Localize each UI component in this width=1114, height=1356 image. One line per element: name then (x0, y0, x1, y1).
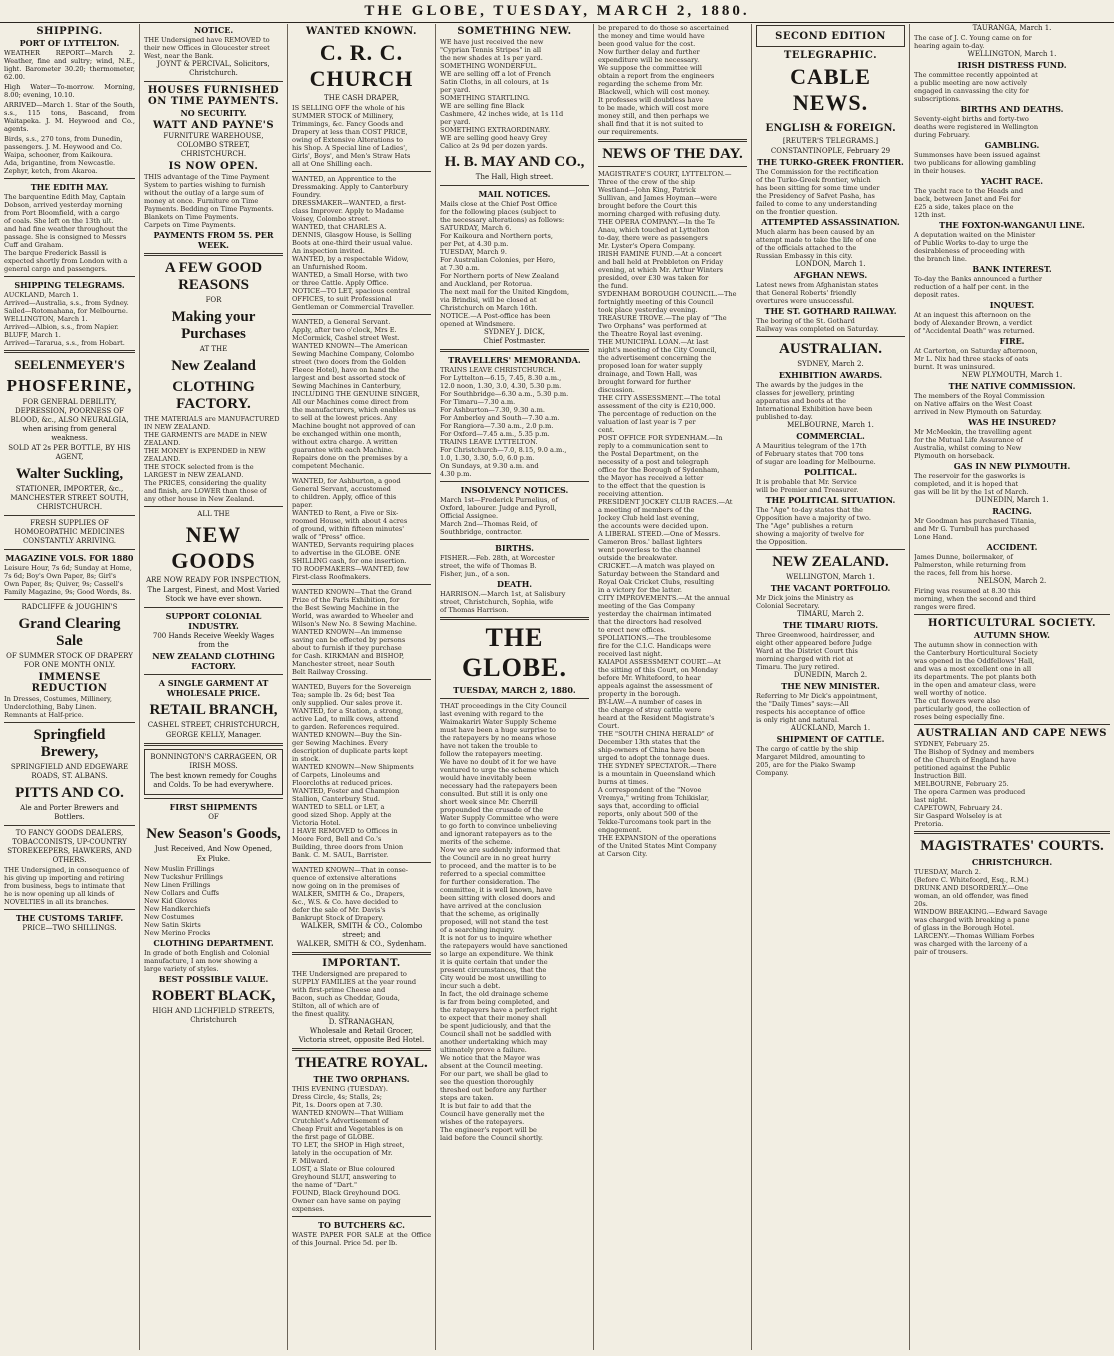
body-text: The case of J. C. Young came on for hearing again to-day. (914, 34, 1032, 50)
all-the: ALL THE (197, 510, 230, 518)
body-text: Firing was resumed at 8.30 this morning, when the second and third ranges were fired. (914, 587, 1036, 611)
body-text: James Dunne, boilermaker, of Palmerston, while returning from the races, fell from his horse. (914, 553, 1026, 577)
shipping-heading: SHIPPING. (36, 26, 103, 37)
body-text: A deputation waited on the Minister of Public Works to-day to urge the desirableness of proceeding with the branch line. (914, 231, 1036, 263)
body-text: Referring to Mr Dick's appointment, the "Daily Times" says:—All respects his acceptance of office is only right and natural. (756, 692, 878, 724)
masthead-title: THE GLOBE, TUESDAY, MARCH 2, 1880. (364, 3, 750, 19)
body-text: In Dresses, Costumes, Millinery, Underclothing, Baby Linen. Remnants at Half-price. (4, 695, 112, 719)
best-value: BEST POSSIBLE VALUE. (158, 974, 269, 984)
magazine-heading: MAGAZINE VOLS. FOR 1880 (5, 553, 134, 563)
springfield-sub: SPRINGFIELD AND EDGEWARE ROADS, ST. ALBANS. (10, 763, 129, 780)
body-text: The reservoir for the gasworks is completed, and it is hoped that gas will be lit by the 1st of March. (914, 472, 1029, 496)
body-text: To-day the Banks announced a further reduction of a half per cent. in the deposit rates. (914, 275, 1043, 299)
body-text: Much alarm has been caused by an attempt made to take the life of one of the officials attached to the Russian Embassy in this city. (756, 228, 877, 260)
clothing-factory: CLOTHING FACTORY. (172, 379, 255, 412)
australian-heading: AUSTRALIAN. (779, 341, 882, 357)
body-text: Seventy-eight births and forty-two deaths were registered in Wellington during February. (914, 115, 1039, 139)
joynt-percival: JOYNT & PERCIVAL, Solicitors, Christchurch. (157, 60, 270, 77)
telegrams-heading: SHIPPING TELEGRAMS. (14, 280, 125, 290)
column-4 (436, 24, 594, 1350)
auckland-dateline: AUCKLAND, March 1. (790, 724, 871, 732)
body-text: Latest news from Afghanistan states that General Roberts' friendly overtures were unsuccessful. (756, 281, 879, 305)
body-text: The members of the Royal Commission on Native affairs on the West Coast arrived in New Plymouth on Saturday. (914, 392, 1045, 416)
timaru-dateline: TIMARU, March 2. (797, 610, 864, 618)
just-received: Just Received, And Now Opened, (154, 845, 273, 853)
second-edition: SECOND EDITION (775, 31, 886, 42)
body-text: WANTED, a General Servant. Apply, after two o'clock, Mrs E. McCormick, Cashel street West. WANTED KNOWN—The American Sewing Machine Company, Colombo street (two doors from the Golden Fleece Hotel), have on hand the largest and best assorted stock of Sewing Machines in Canterbury, INCLUDING THE GENUINE SINGER, All our Machines come direct from the manufacturers, which enables us to sell at the lowest prices. Any Machine bought not approved of can be exchanged within one month, without extra charge. A written guarantee with each Machine. Repairs done on the premises by a competent Mechanic. (292, 318, 420, 470)
edith-heading: THE EDITH MAY. (30, 182, 109, 192)
news-of-day: NEWS OF THE DAY. (602, 146, 743, 162)
clearing-sub: OF SUMMER STOCK OF DRAPERY FOR ONE MONTH ONLY. (6, 652, 133, 669)
turko-greek: THE TURKO-GREEK FRONTIER. (757, 157, 904, 167)
column-2 (140, 24, 288, 1350)
births-heading: BIRTHS. (495, 543, 534, 553)
high-water: High Water—To-morrow. Morning, 8.00; evening, 10.10. (4, 83, 135, 99)
radcliffe-heading: RADCLIFFE & JOUGHIN'S (21, 603, 118, 611)
port-heading: PORT OF LYTTELTON. (19, 38, 120, 48)
vacant-portfolio: THE VACANT PORTFOLIO. (770, 583, 891, 593)
body-text: Mr Goodman has purchased Titania, and Mr G. Turnbull has purchased Lone Hand. (914, 517, 1037, 541)
death-heading: DEATH. (496, 579, 533, 589)
travellers-heading: TRAVELLERS' MEMORANDA. (448, 355, 581, 365)
body-text: The autumn show in connection with the Canterbury Horticultural Society was opened in the Oddfellows' Hall, and was a most excellent one in all its departments. The pot plants both in the open and amateur class, were well worthy of notice. The cut flowers were also particularly good, the collection of roses being especially fine. (914, 641, 1038, 721)
the-globe-title: THE GLOBE. (462, 623, 567, 682)
new-season-goods: New Season's Goods, (146, 826, 281, 842)
body-text: WANTED, Buyers for the Sovereign Tea; sample lb. 2s 6d; best Tea only supplied. Our sales prove it. WANTED, for a Station, a strong, active Lad, to milk cows, attend to garden. References required. WANTED KNOWN—Buy the Sin- ger Sewing Machines. Every description of duplicate parts kept in stock. WANTED KNOWN—New Shipments of Carpets, Linoleums and Floorcloths at reduced prices. WANTED, Foster and Champion Stallion, Canterbury Stud. WANTED to SELL or LET, a good sized Shop. Apply at the Victoria Hotel. I HAVE REMOVED to Offices in Moore Ford, Bell and Co.'s Building, three doors from Union Bank. C. M. SAUL, Barrister. (292, 683, 414, 859)
clothing-dept: CLOTHING DEPARTMENT. (153, 938, 274, 948)
body-text: IS SELLING OFF the whole of his SUMMER STOCK of Millinery, Trimmings, &c. Fancy Goods and Drapery at less than COST PRICE, owing of Extensive Alterations to his Shop. A Special line of Ladies', Girls', Boys', and Men's Straw Hats all at One Shilling each. (292, 104, 411, 168)
column-3 (288, 24, 436, 1350)
body-text: New Muslin Frillings New Tuckshur Frillings New Linen Frillings New Collars and Cuffs New Kid Gloves New Handkerchiefs New Costumes New Satin Skirts New Merino Frocks (144, 865, 223, 937)
cash-draper: THE CASH DRAPER, (324, 94, 399, 102)
customs-heading: THE CUSTOMS TARIFF. (15, 913, 124, 923)
two-orphans: THE TWO ORPHANS. (313, 1074, 410, 1084)
gambling: GAMBLING. (984, 140, 1040, 150)
body-text: WANTED KNOWN—That the Grand Prize of the Paris Exhibition, for the Best Sewing Machine in the World, was awarded to Wheeler and Wilson's New No. 8 Sewing Machine. WANTED KNOWN—An immense saving can be effected by persons about to furnish if they purchase for Cash. KIRKMAN and BISHOP, Manchester street, near South Belt Railway Crossing. (292, 588, 418, 676)
weather-report: WEATHER REPORT—March 2. Weather, fine and sultry; wind, N.E., light. Barometer 30.20; thermometer, 62.00. (4, 49, 135, 81)
homoeopathic-notice: FRESH SUPPLIES OF HOMOEOPATHIC MEDICINES CONSTANTLY ARRIVING. (14, 519, 125, 545)
body-text: Leisure Hour, 7s 6d; Sunday at Home, 7s 6d; Boy's Own Paper, 8s; Girl's Own Paper, 8s; Quiver, 9s; Cassell's Family Magazine, 9s; Good Words, 8s. (4, 564, 132, 596)
waste-paper: WASTE PAPER FOR SALE at the Office of this Journal. Price 5d. per lb. (292, 1231, 431, 1247)
phosferine-title: PHOSFERINE, (6, 376, 133, 395)
constantinople-dateline: CONSTANTINOPLE, February 29 (770, 147, 891, 155)
body-text: TUESDAY, March 2. (Before C. Whitefoord, Esq., R.M.) DRUNK AND DISORDERLY.—One woman, an old offender, was fined 20s. WINDOW BREAKING.—Edward Savage was charged with breaking a pane of glass in the Borough Hotel. LARCENY.—Thomas William Forbes was charged with the larceny of a pair of trousers. (914, 868, 1048, 956)
wanted-known: WANTED KNOWN. (306, 26, 417, 37)
now-open: IS NOW OPEN. (168, 161, 259, 172)
bonnington-sub: The best known remedy for Coughs and Colds. To be had everywhere. (150, 772, 277, 789)
commercial: COMMERCIAL. (796, 431, 865, 441)
houses-heading: HOUSES FURNISHED ON TIME PAYMENTS. (147, 85, 280, 107)
theatre-royal: THEATRE ROYAL. (295, 1055, 428, 1071)
political: POLITICAL. (803, 467, 858, 477)
body-text: It is probable that Mr. Service will be Premier and Treasurer. (756, 478, 859, 494)
body-text: THIS advantage of the Time Payment System to parties wishing to furnish without the outlay of a large sum of money at once. Furniture on Time Payments. Bedding on Time Payments. Blankets on Time Payments. Carpets on Time Payments. (144, 173, 274, 229)
body-text: FISHER.—Feb. 28th, at Worcester street, the wife of Thomas B. Fisher, jun., of a son. (440, 554, 555, 578)
births-deaths: BIRTHS AND DEATHS. (960, 104, 1064, 114)
was-he-insured: WAS HE INSURED? (968, 417, 1056, 427)
assassination: ATTEMPTED ASSASSINATION. (761, 217, 900, 227)
body-text: Mr Dick joins the Ministry as Colonial Secretary. (756, 594, 854, 610)
pitts-sub: Ale and Porter Brewers and Bottlers. (20, 804, 119, 821)
for-word: FOR (205, 296, 222, 304)
hb-may-sub: The Hall, High street. (475, 173, 554, 181)
column-1 (0, 24, 140, 1350)
robert-black: ROBERT BLACK, (151, 988, 276, 1004)
body-text: SYDNEY, February 25. The Bishop of Sydney and members of the Church of England have petitioned against the Public Instruction Bill. MELBOURNE, February 25. The opera Carmen was produced last night. CAPETOWN, February 24. Sir Gaspard Wolseley is at Pretoria. (914, 740, 1035, 828)
telegraphic: TELEGRAPHIC. (783, 50, 878, 61)
single-garment: A SINGLE GARMENT AT WHOLESALE PRICE. (158, 678, 269, 698)
phosferine-body: FOR GENERAL DEBILITY, DEPRESSION, POORNESS OF BLOOD, &c., ALSO NEURALGIA, when arising from general weakness. (10, 398, 129, 442)
clearing-sale: Grand Clearing Sale (18, 616, 121, 649)
fire: FIRE. (999, 336, 1025, 346)
body-text: THAT proceedings in the City Council last evening with regard to the Waimakariri Water Supply Scheme must have been a huge surprise to the ratepayers by no means whose have not taken the trouble to follow the ratepayers meeting. We have no doubt of it for we have ventured to urge the scheme which would have inevitably been necessary had the ratepayers been consulted. But still it is only one short week since Mr. Cherrill propounded the crusade of the Water Supply Committee who were to go forth to convince unbelieving and ignorant ratepayers as to the merits of the scheme. Now we are suddenly informed that the Council are in no great hurry to proceed, and the matter is to be referred to a special committee for further consideration. The committee, it is well known, have been sitting with closed doors and have arrived at the conclusion that the scheme, as originally proposed, will not stand the test of a searching inquiry. It is not for us to inquire whether the ratepayers would have sanctioned so large an expenditure. We think it is quite certain that under the present circumstances, that the City would be most unwilling to incur such a debt. In fact, the old drainage scheme is far from being completed, and the ratepayers have a perfect right to expect that their money shall be spent judiciously, and that the Council shall not be saddled with another undertaking which may ultimately prove a failure. We notice that the Mayor was absent at the Council meeting. For our part, we shall be glad to see the question thoroughly threshed out before any further steps are taken. It is but fair to add that the Council have generally met the wishes of the ratepayers. The engineer's report will be laid before the Council shortly. (440, 702, 568, 1142)
body-text: AUCKLAND, March 1. Arrived—Australia, s.s., from Sydney. Sailed—Rotomahana, for Melbourne. WELLINGTON, March 1. Arrived—Albion, s.s., from Napier. BLUFF, March 1. Arrived—Tararua, s.s., from Hobart. (4, 291, 129, 347)
mail-notices: MAIL NOTICES. (478, 189, 551, 199)
body-text: HARRISON.—March 1st, at Salisbury street, Christchurch, Sophia, wife of Thomas Harrison. (440, 590, 566, 614)
sold-line: SOLD AT 2s PER BOTTLE, BY HIS AGENT, (8, 444, 131, 461)
christchurch-heading: CHRISTCHURCH. (971, 857, 1053, 867)
body-text: WANTED, for Ashburton, a good General Servant, accustomed to children. Apply, office of this paper. WANTED to Rent, a Five or Six- roomed House, with about 4 acres of ground, within fifteen minutes' walk of "Press" office. WANTED, Servants requiring places to advertise in the GLOBE. ONE SHILLING cash, for one insertion. TO ROOFMAKERS—WANTED, few First-class Roofmakers. (292, 477, 414, 581)
body-text: The barquentine Edith May, Captain Dobson, arrived yesterday morning from Port Bloomfield, with a cargo of coals. She left on the 13th ult. and had fine weather throughout the passage. She is consigned to Messrs Cuff and Graham. The barque Frederick Bassil is expected shortly from London with a general cargo and passengers. (4, 193, 128, 273)
sydney-dateline: SYDNEY, March 2. (797, 360, 864, 368)
wellington-dateline-2: WELLINGTON, March 1. (967, 50, 1057, 58)
support-colonial: SUPPORT COLONIAL INDUSTRY. (165, 611, 262, 631)
racing: RACING. (992, 506, 1032, 516)
melbourne-dateline: MELBOURNE, March 1. (787, 421, 874, 429)
new-goods: NEW GOODS (171, 522, 256, 573)
gothard-railway: THE ST. GOTHARD RAILWAY. (764, 306, 897, 316)
australian-cape: AUSTRALIAN AND CAPE NEWS (917, 728, 1107, 739)
notice-heading: NOTICE. (193, 25, 234, 35)
body-text: The boring of the St. Gothard Railway was completed on Saturday. (756, 317, 879, 333)
something-new: SOMETHING NEW. (457, 26, 572, 37)
pitts-heading: PITTS AND CO. (15, 785, 124, 801)
body-text: March 1st—Frederick Purnelius, of Oxford, labourer. Judge and Pyroll, Official Assignee. March 2nd—Thomas Reid, of Southbridge, contractor. (440, 496, 558, 536)
second-edition-box (756, 25, 905, 47)
of-word: OF (208, 813, 219, 821)
body-text: Mails close at the Chief Post Office for the following places (subject to the necessary alterations) as follows: SATURDAY, March 6. For Kaikoura and Northern ports, per Pet, at 4.30 p.m. TUESDAY, March 9. For Australian Colonies, per Hero, at 7.30 a.m. For Northern ports of New Zealand and Auckland, per Rotorua. The next mail for the United Kingdom, via Brindisi, will be closed at Christchurch on March 16th. NOTICE.—A Post-office has been opened at Windsmere. (440, 200, 570, 328)
new-minister: THE NEW MINISTER. (781, 681, 880, 691)
body-text: At an inquest this afternoon on the body of Alexander Brown, a verdict of "Accidental Death" was returned. (914, 311, 1035, 335)
london-dateline: LONDON, March 1. (795, 260, 866, 268)
postmaster: SYDNEY J. DICK, Chief Postmaster. (483, 328, 546, 345)
robert-black-address: HIGH AND LICHFIELD STREETS, Christchurch (152, 1007, 275, 1024)
column-6 (752, 24, 910, 1350)
body-text: WANTED, an Apprentice to the Dressmaking. Apply to Canterbury Foundry. DRESSMAKER—WANTED, a first- class Improver. Apply to Madame Voisey, Colombo street. WANTED, that CHARLES A. DENNIS, Glasgow House, is Selling Boots at one-third their usual value. An inspection invited. WANTED, by a respectable Widow, an Unfurnished Room. WANTED, a Small Horse, with two or three Cattle. Apply Office. NOTICE—TO LET, spacious central OFFICES, to suit Professional Gentleman or Commercial Traveller. (292, 175, 415, 311)
body-text: At Carterton, on Saturday afternoon, Mr L. Nix had three stacks of oats burnt. It was uninsured. (914, 347, 1038, 371)
suckling-address: STATIONER, IMPORTER, &c., MANCHESTER STREET SOUTH, CHRISTCHURCH. (10, 485, 129, 511)
watt-payne: WATT AND PAYNE'S (152, 120, 275, 131)
native-commission: THE NATIVE COMMISSION. (948, 381, 1076, 391)
cable-news: CABLE NEWS. (790, 64, 871, 115)
largest-stock: The Largest, Finest, and Most Varied Stock we have ever shown. (147, 586, 280, 603)
inquest: INQUEST. (989, 300, 1035, 310)
ready-inspection: ARE NOW READY FOR INSPECTION, (146, 576, 281, 584)
few-good-reasons: A FEW GOOD REASONS (164, 260, 263, 293)
body-text: THE Undersigned have REMOVED to their new Offices in Gloucester street West, near the Bank. (144, 36, 270, 60)
walker-smith: WALKER, SMITH & CO., Colombo street; and WALKER, SMITH & CO., Sydenham. (296, 922, 427, 948)
foxton-line: THE FOXTON-WANGANUI LINE. (939, 220, 1085, 230)
english-foreign: ENGLISH & FOREIGN. (765, 120, 896, 134)
bonnington-heading: BONNINGTON'S CARRAGEEN, OR IRISH MOSS. (150, 753, 277, 770)
cattle-shipment: SHIPMENT OF CATTLE. (776, 734, 885, 744)
body-text: WE have just received the new "Cyprian Tennis Stripes" in all the new shades at 1s per yard. SOMETHING WONDERFUL. WE are selling off a lot of French Satin Cloths, in all colours, at 1s per yard. SOMETHING STARTLING. WE are selling fine Black Cashmere, 42 inches wide, at 1s 11d per yard. SOMETHING EXTRAORDINARY. WE are selling good heavy Grey Calico at 2s 9d per dozen yards. (440, 38, 564, 150)
seelenmeyer-title: SEELENMEYER'S (14, 357, 125, 372)
body-text: Birds, s.s., 270 tons, from Dunedin, passengers. J. M. Heywood and Co. Waipa, schooner, from Kaikoura. Ada, brigantine, from Newcastle. Zephyr, ketch, from Akaroa. (4, 135, 123, 175)
dunedin-dateline-2: DUNEDIN, March 1. (975, 496, 1049, 504)
body-text: TRAINS LEAVE CHRISTCHURCH. For Lyttelton—6.15, 7.45, 8.30 a.m., 12.0 noon, 1.30, 3.0, 4.30, 5.30 p.m. For Southbridge—6.30 a.m., 5.30 p.m. For Timaru—7.30 a.m. For Ashburton—7.30, 9.30 a.m. For Amberley and South—7.30 a.m. For Rangiora—7.30 a.m., 2.0 p.m. For Oxford—7.45 a.m., 5.35 p.m. TRAINS LEAVE LYTTELTON. For Christchurch—7.0, 8.15, 9.0 a.m., 1.0, 1.30, 3.30, 5.0, 6.0 p.m. On Sundays, at 9.30 a.m. and 4.30 p.m. (440, 366, 569, 478)
customs-price: PRICE—TWO SHILLINGS. (22, 924, 117, 932)
body-text: MAGISTRATE'S COURT, LYTTELTON.— Three of the crew of the ship Westland—John King, Patrick Sullivan, and James Hoyman—were brought before the Court this morning charged with refusing duty. THE OPERA COMPANY.—In the Te Anau, which touched at Lyttelton to-day, there were as passengers Mr. Lyster's Opera Company. IRISH FAMINE FUND.—At a concert and ball held at Prebbleton on Friday evening, at which Mr. Arthur Winters presided, over £30 was taken for the fund. SYDENHAM BOROUGH COUNCIL.—The fortnightly meeting of this Council took place yesterday evening. TREASURE TROVE.—The play of "The Two Orphans" was performed at the Theatre Royal last evening. THE MUNICIPAL LOAN.—At last night's meeting of the City Council, the advertisement concerning the proposed loan for water supply drainage, and Town Hall, was brought forward for further discussion. THE CITY ASSESSMENT.—The total assessment of the city is £210,000. The percentage of reduction on the valuation of last year is 7 per cent. POST OFFICE FOR SYDENHAM.—In reply to a communication sent to the Postal Department, on the necessity of a post and telegraph office for the Borough of Sydenham, the Mayor has received a letter to the effect that the question is receiving attention. PRESIDENT JOCKEY CLUB RACES.—At a meeting of members of the Jockey Club held last evening, the accounts were decided upon. A LIBERAL STEED.—One of Messrs. Cameron Bros.' ballast lighters went powerless to the channel outside the breakwater. CRICKET.—A match was played on Saturday between the Standard and Royal Oak Cricket Clubs, resulting in a victory for the latter. CITY IMPROVEMENTS.—At the annual meeting of the Gas Company yesterday the chairman intimated that the directors had resolved to erect new offices. SPOLIATIONS.—The troublesome fire for the C.I.C. Handicaps were received last night. KAIAPOI ASSESSMENT COURT.—At the sitting of this Court, on Monday before Mr. Whitefoord, to hear appeals against the assessment of property in the borough. BY-LAW.—A number of cases in the charge of stray cattle were heard at the Resident Magistrate's Court. THE "SOUTH CHINA HERALD" of December 13th states that the ship-owners of China have been urged to adopt the tonnage dues. THE SYDNEY SPECTATOR.—There is a mountain in Queensland which burns at times. A correspondent of the "Novoe Vremya," writing from Tchikislar, says that, according to official reports, only about 500 of the Tekke-Turcomans took part in the engagement. THE EXPANSION of the operations of the United States Mint Company at Carson City. (598, 170, 737, 858)
column-5 (594, 24, 752, 1350)
wellington-dateline: WELLINGTON, March 1. (786, 573, 875, 581)
watt-sub: FURNITURE WAREHOUSE, COLOMBO STREET, CHRISTCHURCH. (163, 132, 264, 158)
dunedin-dateline: DUNEDIN, March 2. (793, 671, 868, 679)
suckling-name: Walter Suckling, (15, 466, 124, 482)
reduction-heading: IMMENSE REDUCTION (31, 672, 108, 694)
body-text: The cargo of cattle by the ship Margaret Mildred, amounting to 205, are for the Piako Swamp Company. (756, 745, 866, 777)
accident: ACCIDENT. (986, 542, 1038, 552)
body-text: The awards by the judges in the classes for jewellery, printing apparatus and boots at the International Exhibition have been published to-day. (756, 381, 873, 421)
body-text: The Commission for the rectification of the Turko-Greek frontier, which has been sitting for some time under the Presidency of Safvet Pasha, has failed to come to any understanding on the frontier question. (756, 168, 880, 216)
arrived-notice: ARRIVED—March 1. Star of the South, s.s., 115 tons, Bascand, from Waitapeka. J. M. Heywood and Co., agents. (4, 101, 135, 133)
reuter-line: [REUTER'S TELEGRAMS.] (782, 137, 879, 145)
afghan-news: AFGHAN NEWS. (793, 270, 868, 280)
making-purchases: Making your Purchases (171, 309, 256, 342)
george-kelly: GEORGE KELLY, Manager. (165, 731, 262, 739)
body-text: A Mauritius telegram of the 17th of February states that 700 tons of sugar are loading for Melbourne. (756, 442, 876, 466)
body-text: THE MATERIALS are MANUFACTURED IN NEW ZEALAND. THE GARMENTS are MADE in NEW ZEALAND. THE MONEY is EXPENDED in NEW ZEALAND. THE STOCK selected from is the LARGEST in NEW ZEALAND. The PRICES, considering the quality and finish, are LOWER than those of any other house in New Zealand. (144, 415, 280, 503)
crc-church: C. R. C. CHURCH (309, 40, 414, 91)
body-text: Summonses have been issued against two publicans for allowing gambling in their houses. (914, 151, 1041, 175)
bonnington-box (144, 749, 283, 795)
political-situation: THE POLITICAL SITUATION. (765, 495, 896, 505)
ex-pluke: Ex Pluke. (196, 855, 231, 863)
column-7 (910, 24, 1114, 1350)
body-text: THIS EVENING (TUESDAY). Dress Circle, 4s; Stalls, 2s; Pit, 1s. Doors open at 7.30. WANTED KNOWN—That William Crutchlet's Advertisement of Cheap Fruit and Vegetables is on the first page of GLOBE. TO LET, the SHOP in High street, lately in the occupation of Mr. F. Milward. LOST, a Slate or Blue coloured Greyhound SLUT, answering to the name of "Dart." FOUND, Black Greyhound DOG. Owner can have same on paying expenses. (292, 1085, 405, 1213)
irish-distress: IRISH DISTRESS FUND. (957, 60, 1067, 70)
body-text: THE Undersigned, in consequence of his giving up importing and retiring from business, begs to intimate that he is now opening up all kinds of NOVELTIES in all its branches. (4, 866, 129, 906)
body-text: WANTED KNOWN—That in conse- quence of extensive alterations now going on in the premises of WALKER, SMITH & Co., Drapers, &c., W.S. & Co. have decided to defer the sale of Mr. Davis's Bankrupt Stock of Drapery. (292, 866, 409, 922)
exhibition-awards: EXHIBITION AWARDS. (778, 370, 883, 380)
body-text: Mr McMeekin, the travelling agent for the Mutual Life Assurance of Australia, whilst coming to New Plymouth on horseback. (914, 428, 1032, 460)
horticultural-society: HORTICULTURAL SOCIETY. (927, 618, 1097, 629)
springfield-heading: Springfield Brewery, (33, 727, 106, 760)
hb-may: H. B. MAY AND CO., (444, 154, 585, 170)
nzcf-line: NEW ZEALAND CLOTHING FACTORY. (152, 651, 275, 671)
payments-line: PAYMENTS FROM 5S. PER WEEK. (153, 230, 274, 250)
body-text: Three Greenwood, hairdresser, and eight other appeared before Judge Ward at the District Court this morning charged with riot at Timaru. The jury retired. (756, 631, 875, 671)
body-text: The committee recently appointed at a public meeting are now actively engaged in canvassing the city for subscriptions. (914, 71, 1038, 103)
at-the: AT THE (199, 345, 228, 353)
masthead (0, 0, 1114, 23)
tauranga-dateline: TAURANGA, March 1. (972, 24, 1052, 32)
new-zealand: New Zealand (171, 358, 256, 374)
timaru-riots: THE TIMARU RIOTS. (782, 620, 879, 630)
new-zealand-heading: NEW ZEALAND. (772, 554, 889, 570)
body-text: THE Undersigned are prepared to SUPPLY FAMILIES at the year round with first-prime Cheese and Bacon, such as Cheddar, Gouda, Stilton, all of which are of the finest quality. (292, 970, 417, 1018)
important-heading: IMPORTANT. (322, 958, 401, 969)
gamier: D. STRANAGHAN, Wholesale and Retail Grocer, Victoria street, opposite Bed Hotel. (298, 1018, 425, 1044)
gas-plymouth: GAS IN NEW PLYMOUTH. (953, 461, 1071, 471)
globe-date: TUESDAY, MARCH 2, 1880. (453, 685, 576, 695)
nelson-dateline: NELSON, March 2. (977, 577, 1047, 585)
bank-interest: BANK INTEREST. (972, 264, 1052, 274)
cashel-street: CASHEL STREET, CHRISTCHURCH, (147, 721, 280, 729)
body-text: In grade of both English and Colonial manufacture, I am now showing a large variety of styles. (144, 949, 270, 973)
insolvency-heading: INSOLVENCY NOTICES. (460, 485, 569, 495)
body-text: The "Age" to-day states that the Opposition have a majority of two. The "Age" publishes a return showing a majority of twelve for the Opposition. (756, 506, 871, 546)
no-security: NO SECURITY. (180, 108, 247, 118)
first-shipments: FIRST SHIPMENTS (169, 802, 258, 812)
body-text: be prepared to do those so ascertained the money and time would have been good value for the cost. Now further delay and further expenditure will be necessary. We suppose the committee will obtain a report from the engineers regarding the scheme from Mr. Blackwell, which will cost money. It professes will doubtless have to be made, which will cost more money still, and then perhaps we shall find that it is not suited to our requirements. (598, 24, 729, 136)
magistrates-courts: MAGISTRATES' COURTS. (920, 838, 1104, 854)
body-text: The yacht race to the Heads and back, between Janet and Fei for £25 a side, takes place on the 12th inst. (914, 187, 1024, 219)
butchers-heading: TO BUTCHERS &C. (318, 1220, 405, 1230)
retail-branch: RETAIL BRANCH, (149, 702, 278, 718)
new-plymouth-dateline: NEW PLYMOUTH, March 1. (961, 371, 1063, 379)
hands-line: 700 Hands Receive Weekly Wages from the (152, 632, 275, 649)
autumn-show: AUTUMN SHOW. (974, 630, 1050, 640)
yacht-race: YACHT RACE. (980, 176, 1044, 186)
tobacco-heading: TO FANCY GOODS DEALERS, TOBACCONISTS, UP-COUNTRY STOREKEEPERS, HAWKERS, AND OTHERS. (7, 829, 132, 864)
